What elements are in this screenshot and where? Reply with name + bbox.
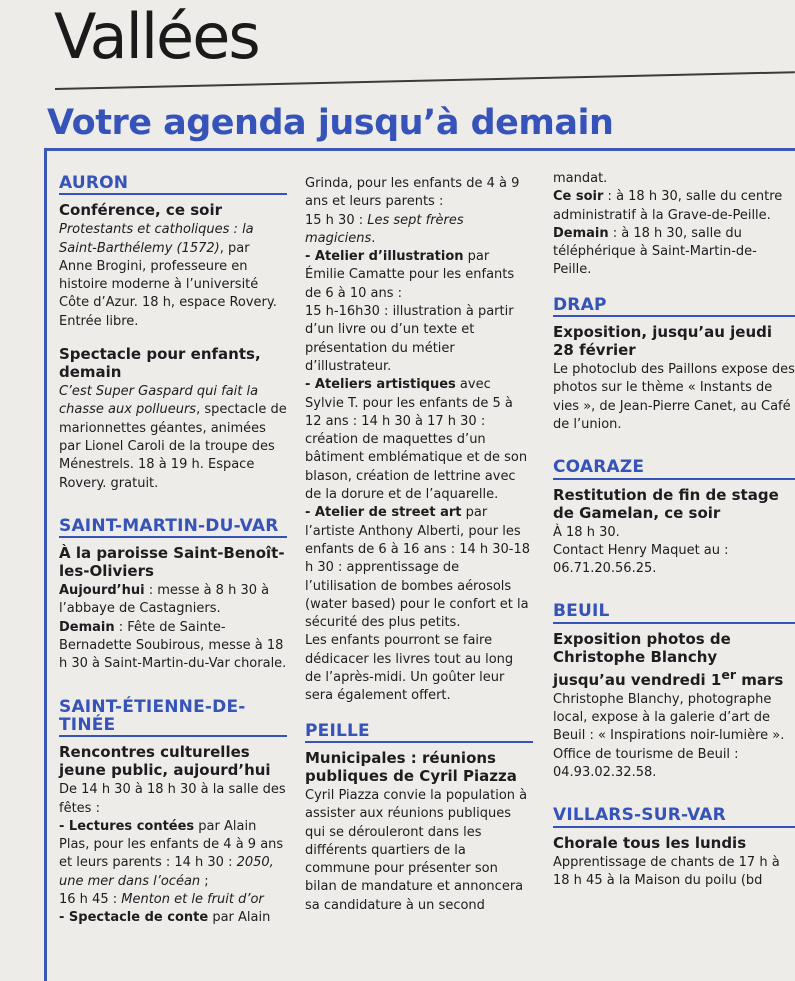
rubric-rule bbox=[55, 71, 795, 90]
section-heading: PEILLE bbox=[305, 722, 533, 743]
section-beuil bbox=[553, 602, 795, 782]
event-body: Christophe Blanchy, photographe local, expose à la galerie d’art de Beuil : « Inspirations noir-lumière ». Office de tourisme de Beuil : 04.93.02.32.58. bbox=[553, 691, 785, 780]
event-title: Exposition, jusqu’au jeudi 28 février bbox=[553, 323, 773, 360]
event-body: Ce soir : à 18 h 30, salle du centre administratif à la Grave-de-Peille. bbox=[553, 189, 783, 223]
event-body: Demain : Fête de Sainte-Bernadette Soubirous, messe à 18 h 30 à Saint-Martin-du-Var chorale. bbox=[59, 619, 287, 672]
event-body: - Ateliers artistiques avec Sylvie T. pour les enfants de 5 à 12 ans : 14 h 30 à 17 h 30 : création de maquettes d’un bâtiment emblématique et de son blason, création de lettrine avec de la dorure et de l’aquarelle. bbox=[305, 377, 528, 503]
event-body: 15 h-16h30 : illustration à partir d’un livre ou d’un texte et présentation du métier d’illustrateur. bbox=[305, 304, 514, 374]
event-body: C’est Super Gaspard qui fait la chasse aux pollueurs, spectacle de marionnettes géantes, animées par Lionel Caroli de la troupe des Ménestrels. 18 à 19 h. Espace Rovery. gratuit. bbox=[59, 384, 287, 491]
event-body: - Lectures contées par Alain Plas, pour les enfants de 4 à 9 ans et leurs parents : 14 h 30 : 2050, une mer dans l’océan ; bbox=[59, 818, 284, 889]
column-3 bbox=[553, 170, 795, 898]
event-body: - Atelier de street art par l’artiste Anthony Alberti, pour les enfants de 6 à 16 ans : 14 h 30-18 h 30 : apprentissage de l’utilisation de bombes aérosols (water based) pour le confort et la sécurité des plus petits. bbox=[305, 505, 531, 631]
section-drap bbox=[553, 296, 795, 434]
event-body: Aujourd’hui : messe à 8 h 30 à l’abbaye de Castagniers. bbox=[59, 583, 270, 617]
section-peille bbox=[305, 722, 533, 915]
section-heading: AURON bbox=[59, 174, 287, 195]
event-body: Apprentissage de chants de 17 h à 18 h 45 à la Maison du poilu (bd bbox=[553, 854, 780, 888]
section-heading: BEUIL bbox=[553, 602, 795, 623]
event-body: Demain : à 18 h 30, salle du téléphérique à Saint-Martin-de-Peille. bbox=[553, 225, 757, 278]
section-saint-etienne-de-tinee bbox=[59, 698, 287, 928]
event-body: - Spectacle de conte par Alain bbox=[59, 910, 271, 926]
section-heading: SAINT-MARTIN-DU-VAR bbox=[59, 517, 287, 538]
section-heading: DRAP bbox=[553, 296, 795, 317]
event-body: - Atelier d’illustration par Émilie Camatte pour les enfants de 6 à 10 ans : bbox=[305, 249, 515, 301]
event-body: Le photoclub des Paillons expose des photos sur le thème « Instants de vies », de Jean-Pierre Canet, au Café de l’union. bbox=[553, 362, 795, 432]
event-title: Rencontres culturelles jeune public, aujourd’hui bbox=[59, 743, 271, 780]
event-body: Les enfants pourront se faire dédicacer les livres tout au long de l’après-midi. Un goûter leur sera également offert. bbox=[305, 633, 514, 704]
event-title: Exposition photos de Christophe Blanchy jusqu’au vendredi 1er mars bbox=[553, 629, 784, 689]
section-coaraze bbox=[553, 458, 795, 578]
event-title: Spectacle pour enfants, demain bbox=[59, 345, 261, 382]
section-rubric: Vallées bbox=[54, 0, 259, 73]
event-body: De 14 h 30 à 18 h 30 à la salle des fêtes : bbox=[59, 782, 286, 816]
event-body: Protestants et catholiques : la Saint-Barthélemy (1572), par Anne Brogini, professeure en histoire moderne à l’université Côte d’Azur. 18 h, espace Rovery. Entrée libre. bbox=[59, 222, 277, 329]
section-heading: SAINT-ÉTIENNE-DE-TINÉE bbox=[59, 698, 287, 738]
agenda-title: Votre agenda jusqu’à demain bbox=[45, 103, 619, 143]
section-auron bbox=[59, 174, 287, 493]
column-2 bbox=[305, 175, 533, 923]
section-heading: COARAZE bbox=[553, 458, 795, 479]
event-title: Conférence, ce soir bbox=[59, 201, 222, 220]
event-body: Cyril Piazza convie la population à assister aux réunions publiques qui se dérouleront dans les différents quartiers de la commune pour présenter son bilan de mandature et annoncera sa candidature à un second bbox=[305, 787, 528, 913]
event-title: Restitution de fin de stage de Gamelan, ce soir bbox=[553, 485, 779, 522]
event-body: 16 h 45 : Menton et le fruit d’or bbox=[59, 892, 264, 908]
column-1 bbox=[59, 170, 287, 936]
section-heading: VILLARS-SUR-VAR bbox=[553, 806, 795, 827]
event-body: À 18 h 30. bbox=[553, 524, 620, 540]
event-title: À la paroisse Saint-Benoît-les-Oliviers bbox=[59, 544, 285, 581]
section-villars-sur-var bbox=[553, 806, 795, 890]
event-body: Grinda, pour les enfants de 4 à 9 ans et leurs parents : bbox=[305, 176, 520, 210]
event-title: Municipales : réunions publiques de Cyril Piazza bbox=[305, 748, 517, 785]
event-title: Chorale tous les lundis bbox=[553, 833, 747, 852]
event-body: mandat. bbox=[553, 171, 608, 186]
event-body: 15 h 30 : Les sept frères magiciens. bbox=[305, 212, 464, 246]
event-body: Contact Henry Maquet au : 06.71.20.56.25. bbox=[553, 542, 729, 577]
section-saint-martin-du-var bbox=[59, 517, 287, 674]
